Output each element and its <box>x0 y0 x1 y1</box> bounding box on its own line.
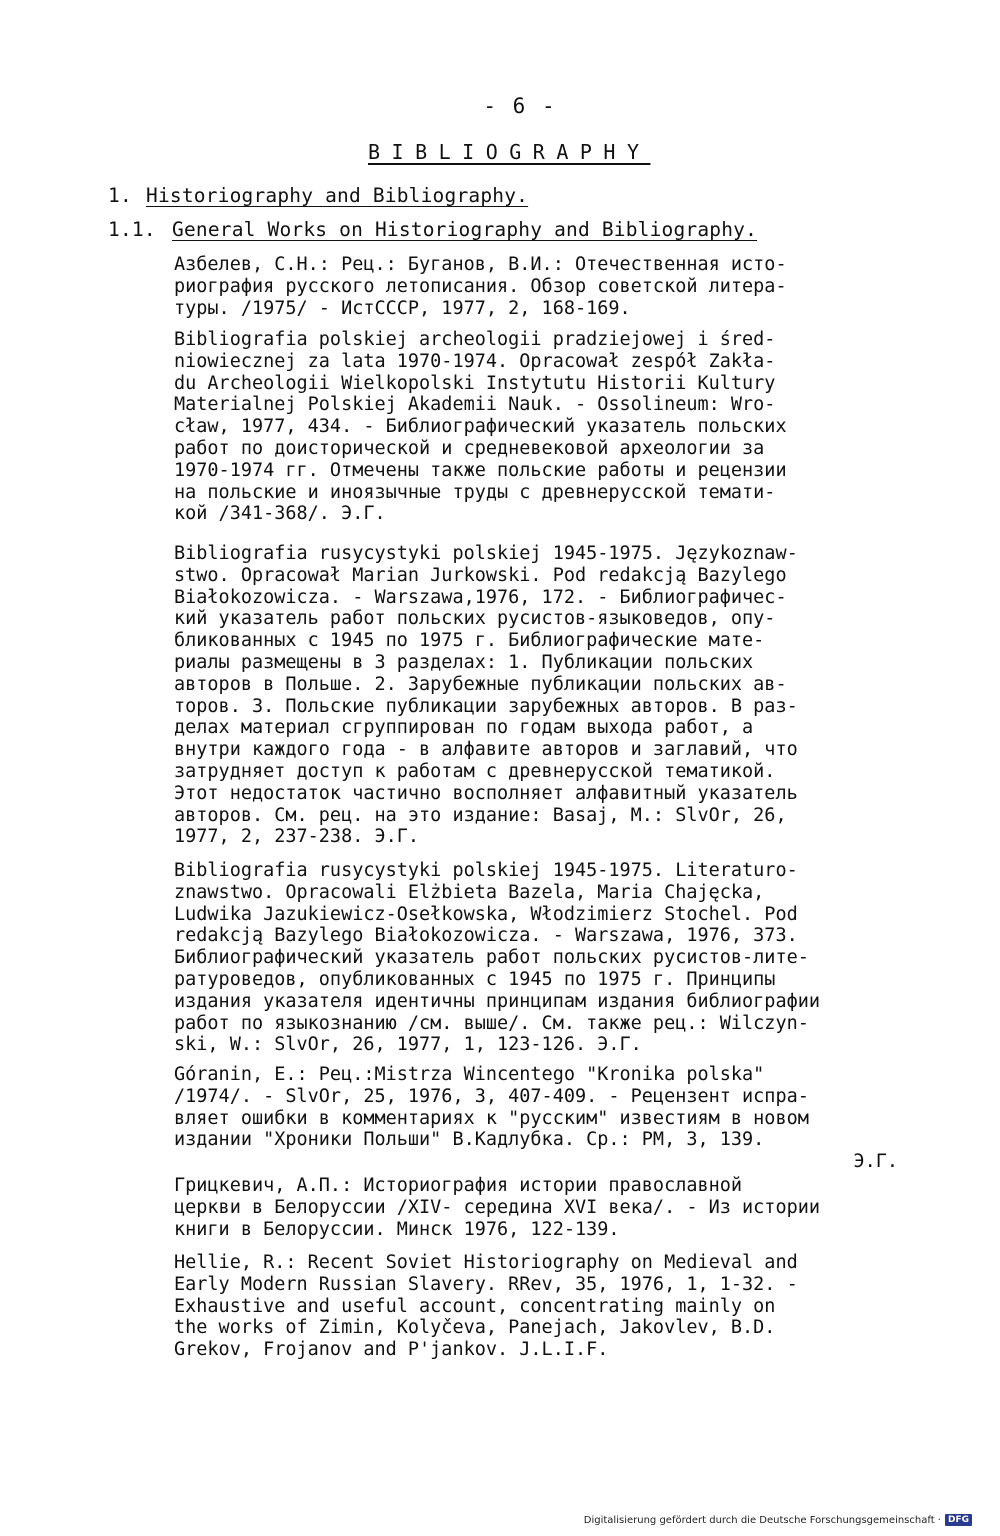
reviewer-signature: Э.Г. <box>853 1151 898 1173</box>
entry-line: бликованных с 1945 по 1975 г. Библиографические мате- <box>174 630 765 652</box>
reviewer-signature: J.L.I.F. <box>519 1339 609 1361</box>
section-number: 1. <box>108 184 132 207</box>
entry-line: издания указателя идентичны принципам издания библиографии <box>174 990 821 1012</box>
entry-line: вляет ошибки в комментариях к "русским" известиям в новом <box>174 1107 809 1129</box>
entry-line: Białokozowicza. - Warszawa,1976, 172. - Библиографичес- <box>174 586 787 608</box>
entry-line: Bibliografia rusycystyki polskiej 1945-1975. Językoznaw- <box>174 543 798 564</box>
digitization-footer <box>584 1514 972 1526</box>
entry-line: Bibliografia rusycystyki polskiej 1945-1975. Literaturo- <box>174 860 798 881</box>
section-heading-1 <box>108 184 528 207</box>
entry-line: redakcją Bazylego Białokozowicza. - Warszawa, 1976, 373. <box>174 925 798 947</box>
entry-line: Азбелев, С.Н.: Рец.: Буганов, В.И.: Отечественная исто- <box>174 254 787 275</box>
entry-line: Hellie, R.: Recent Soviet Historiography on Medieval and <box>174 1252 798 1273</box>
entry-line: stwo. Opracował Marian Jurkowski. Pod redakcją Bazylego <box>174 564 787 586</box>
entry-line: Библиографический указатель работ польских русистов-лите- <box>174 947 809 969</box>
entry-line: торов. 3. Польские публикации зарубежных авторов. В раз- <box>174 695 798 717</box>
entry-line: работ по доисторической и средневековой археологии за <box>174 437 765 459</box>
entry-line: Grekov, Frojanov and P'jankov. <box>174 1339 509 1361</box>
entry-line: туры. /1975/ - ИстСССР, 1977, 2, 168-169. <box>174 297 631 319</box>
entry-line: кой /341-368/. <box>174 503 330 525</box>
entry-last-line <box>174 1339 910 1361</box>
bibliography-entry <box>174 1175 910 1240</box>
entry-line: Грицкевич, А.П.: Историография истории православной <box>174 1175 743 1196</box>
entry-line: издании "Хроники Польши" В.Кадлубка. Ср.: РМ, 3, 139. <box>174 1129 765 1151</box>
dfg-logo: DFG <box>945 1514 972 1526</box>
entry-last-line <box>174 826 910 848</box>
entry-line: ратуроведов, опубликованных с 1945 по 1975 г. Принципы <box>174 968 776 990</box>
entry-line: niowiecznej za lata 1970-1974. Opracował zespół Zakła- <box>174 350 776 372</box>
entry-line: работ по языкознанию /см. выше/. См. также рец.: Wilczyn- <box>174 1012 809 1034</box>
entry-line: Early Modern Russian Slavery. RRev, 35, 1976, 1, 1-32. - <box>174 1273 798 1295</box>
entry-line: делах материал сгруппирован по годам выхода работ, а <box>174 717 754 739</box>
reviewer-signature: Э.Г. <box>597 1034 642 1056</box>
entry-line: Bibliografia polskiej archeologii pradziejowej i śred- <box>174 329 776 350</box>
bibliography-entry <box>174 543 910 848</box>
section-heading-1-1 <box>108 218 757 241</box>
entry-line: 1977, 2, 237-238. <box>174 826 364 848</box>
entry-line: внутри каждого года - в алфавите авторов и заглавий, что <box>174 739 798 761</box>
entry-line: 1970-1974 гг. Отмечены также польские работы и рецензии <box>174 459 787 481</box>
entry-line: ski, W.: SlvOr, 26, 1977, 1, 123-126. <box>174 1034 587 1056</box>
entry-line: риография русского летописания. Обзор советской литера- <box>174 275 787 297</box>
entry-line: на польские и иноязычные труды с древнерусской темати- <box>174 481 776 503</box>
bibliography-entry <box>174 860 910 1056</box>
bibliography-entry <box>174 254 910 319</box>
bibliography-entry <box>174 329 910 525</box>
entry-last-line <box>174 1034 910 1056</box>
entry-line: Materialnej Polskiej Akademii Nauk. - Ossolineum: Wro- <box>174 394 776 416</box>
entry-line: the works of Zimin, Kolyčeva, Panejach, Jakovlev, B.D. <box>174 1317 776 1339</box>
entry-line: /1974/. - SlvOr, 25, 1976, 3, 407-409. - Рецензент испра- <box>174 1085 809 1107</box>
entry-line: книги в Белоруссии. Минск 1976, 122-139. <box>174 1218 620 1240</box>
entry-line: znawstwo. Opracowali Elżbieta Bazela, Maria Chajęcka, <box>174 881 765 903</box>
page-number: - 6 - <box>483 94 557 118</box>
entry-line: кий указатель работ польских русистов-языковедов, опу- <box>174 608 776 630</box>
entry-line: церкви в Белоруссии /XIV- середина XVI века/. - Из истории <box>174 1196 821 1218</box>
entry-line: du Archeologii Wielkopolski Instytutu Historii Kultury <box>174 372 776 394</box>
reviewer-signature: Э.Г. <box>341 503 386 525</box>
entry-line: авторов. См. рец. на это издание: Basaj, M.: SlvOr, 26, <box>174 804 787 826</box>
entry-line: риалы размещены в 3 разделах: 1. Публикации польских <box>174 651 754 673</box>
entry-line: Этот недостаток частично восполняет алфавитный указатель <box>174 782 798 804</box>
entry-line: Góranin, E.: Рец.:Mistrza Wincentego "Kronika polska" <box>174 1064 765 1085</box>
entry-line: Exhaustive and useful account, concentrating mainly on <box>174 1295 776 1317</box>
bibliography-entry <box>174 1252 910 1361</box>
entry-line: затрудняет доступ к работам с древнерусской тематикой. <box>174 760 776 782</box>
footer-text: Digitalisierung gefördert durch die Deutsche Forschungsgemeinschaft · <box>583 1514 941 1526</box>
section-title: Historiography and Bibliography. <box>146 184 529 207</box>
section-title: General Works on Historiography and Bibliography. <box>172 218 758 241</box>
bibliography-title: BIBLIOGRAPHY <box>368 140 651 164</box>
bibliography-entry <box>174 1064 910 1173</box>
entry-line: Ludwika Jazukiewicz-Osełkowska, Włodzimierz Stochel. Pod <box>174 903 798 925</box>
entry-last-line <box>174 503 910 525</box>
section-number: 1.1. <box>108 218 156 241</box>
entry-line: cław, 1977, 434. - Библиографический указатель польских <box>174 416 787 438</box>
reviewer-signature: Э.Г. <box>374 826 420 848</box>
entry-line: авторов в Польше. 2. Зарубежные публикации польских ав- <box>174 673 787 695</box>
